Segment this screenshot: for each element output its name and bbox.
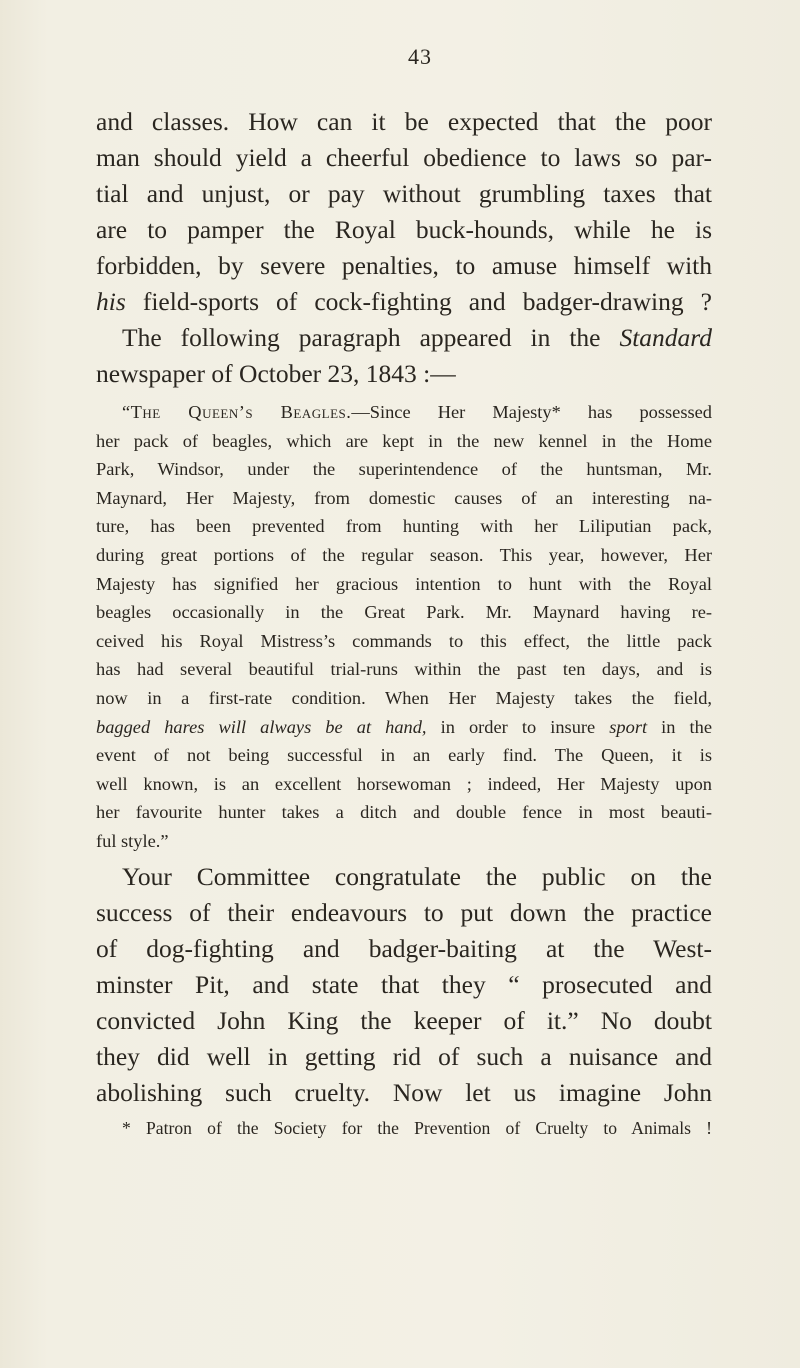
quote-line: Maynard, Her Majesty, from domestic causes of an interesting na-	[96, 487, 712, 508]
page-number: 43	[408, 44, 432, 69]
text-line: of dog-fighting and badger-baiting at the West-	[96, 934, 712, 963]
text-line: they did well in getting rid of such a nuisance and	[96, 1042, 712, 1071]
quote-line: ture, has been prevented from hunting with her Liliputian pack,	[96, 516, 712, 537]
italic-word: his	[96, 287, 126, 316]
text-line: success of their endeavours to put down the practice	[96, 898, 712, 927]
text-line: abolishing such cruelty. Now let us imagine John	[96, 1078, 712, 1107]
text-line: tial and unjust, or pay without grumbling taxes that	[96, 179, 712, 208]
text-fragment: The following paragraph appeared in the	[122, 323, 620, 352]
text-line: are to pamper the Royal buck-hounds, while he is	[96, 215, 712, 244]
quote-line: has had several beautiful trial-runs within the past ten days, and is	[96, 659, 712, 680]
quote-line: Park, Windsor, under the superintendence of the huntsman, Mr.	[96, 459, 712, 480]
quoted-paragraph	[96, 398, 712, 856]
text-line: convicted John King the keeper of it.” No doubt	[96, 1006, 712, 1035]
text-line: newspaper of October 23, 1843 :—	[96, 359, 456, 388]
quote-line: ceived his Royal Mistress’s commands to this effect, the little pack	[96, 630, 712, 651]
quote-line-with-italic	[96, 713, 712, 742]
footnote-line: * Patron of the Society for the Prevention of Cruelty to Animals !	[122, 1118, 712, 1138]
footnote	[96, 1116, 712, 1140]
text-line: minster Pit, and state that they “ prosecuted and	[96, 970, 712, 999]
quote-first-line	[96, 398, 712, 427]
quote-line: her favourite hunter takes a ditch and double fence in most beauti-	[96, 802, 712, 823]
quote-line: event of not being successful in an early find. The Queen, it is	[96, 745, 712, 766]
paragraph-2	[96, 320, 712, 392]
text-line: forbidden, by severe penalties, to amuse himself with	[96, 251, 712, 280]
quote-line: ful style.”	[96, 830, 169, 851]
text-line: Your Committee congratulate the public on the	[122, 862, 712, 891]
quote-line: her pack of beagles, which are kept in the new kennel in the Home	[96, 430, 712, 451]
paragraph-3	[96, 859, 712, 1111]
text-line: and classes. How can it be expected that the poor	[96, 107, 712, 136]
italic-phrase: bagged hares will always be at hand,	[96, 716, 427, 737]
quote-line: beagles occasionally in the Great Park. Mr. Maynard having re-	[96, 602, 712, 623]
text-line-with-italic	[96, 320, 712, 356]
quote-line: Majesty has signified her gracious intention to hunt with the Royal	[96, 573, 712, 594]
newspaper-name: Standard	[619, 323, 712, 352]
italic-word: sport	[609, 716, 648, 737]
text-fragment: —Since Her Majesty* has possessed	[351, 402, 712, 422]
quote-line: now in a first-rate condition. When Her Majesty takes the field,	[96, 687, 712, 708]
quote-heading: “The Queen’s Beagles.	[122, 402, 352, 422]
text-line-with-italic	[96, 284, 712, 320]
quote-line: well known, is an excellent horsewoman ; indeed, Her Majesty upon	[96, 773, 712, 794]
paragraph-1	[96, 104, 712, 320]
text-fragment: in order to insure	[426, 716, 610, 737]
text-line: man should yield a cheerful obedience to laws so par-	[96, 143, 712, 172]
text-fragment: in the	[647, 716, 713, 737]
text-fragment: field-sports of cock-fighting and badger-drawing ?	[142, 287, 712, 316]
quote-line: during great portions of the regular season. This year, however, Her	[96, 544, 712, 565]
